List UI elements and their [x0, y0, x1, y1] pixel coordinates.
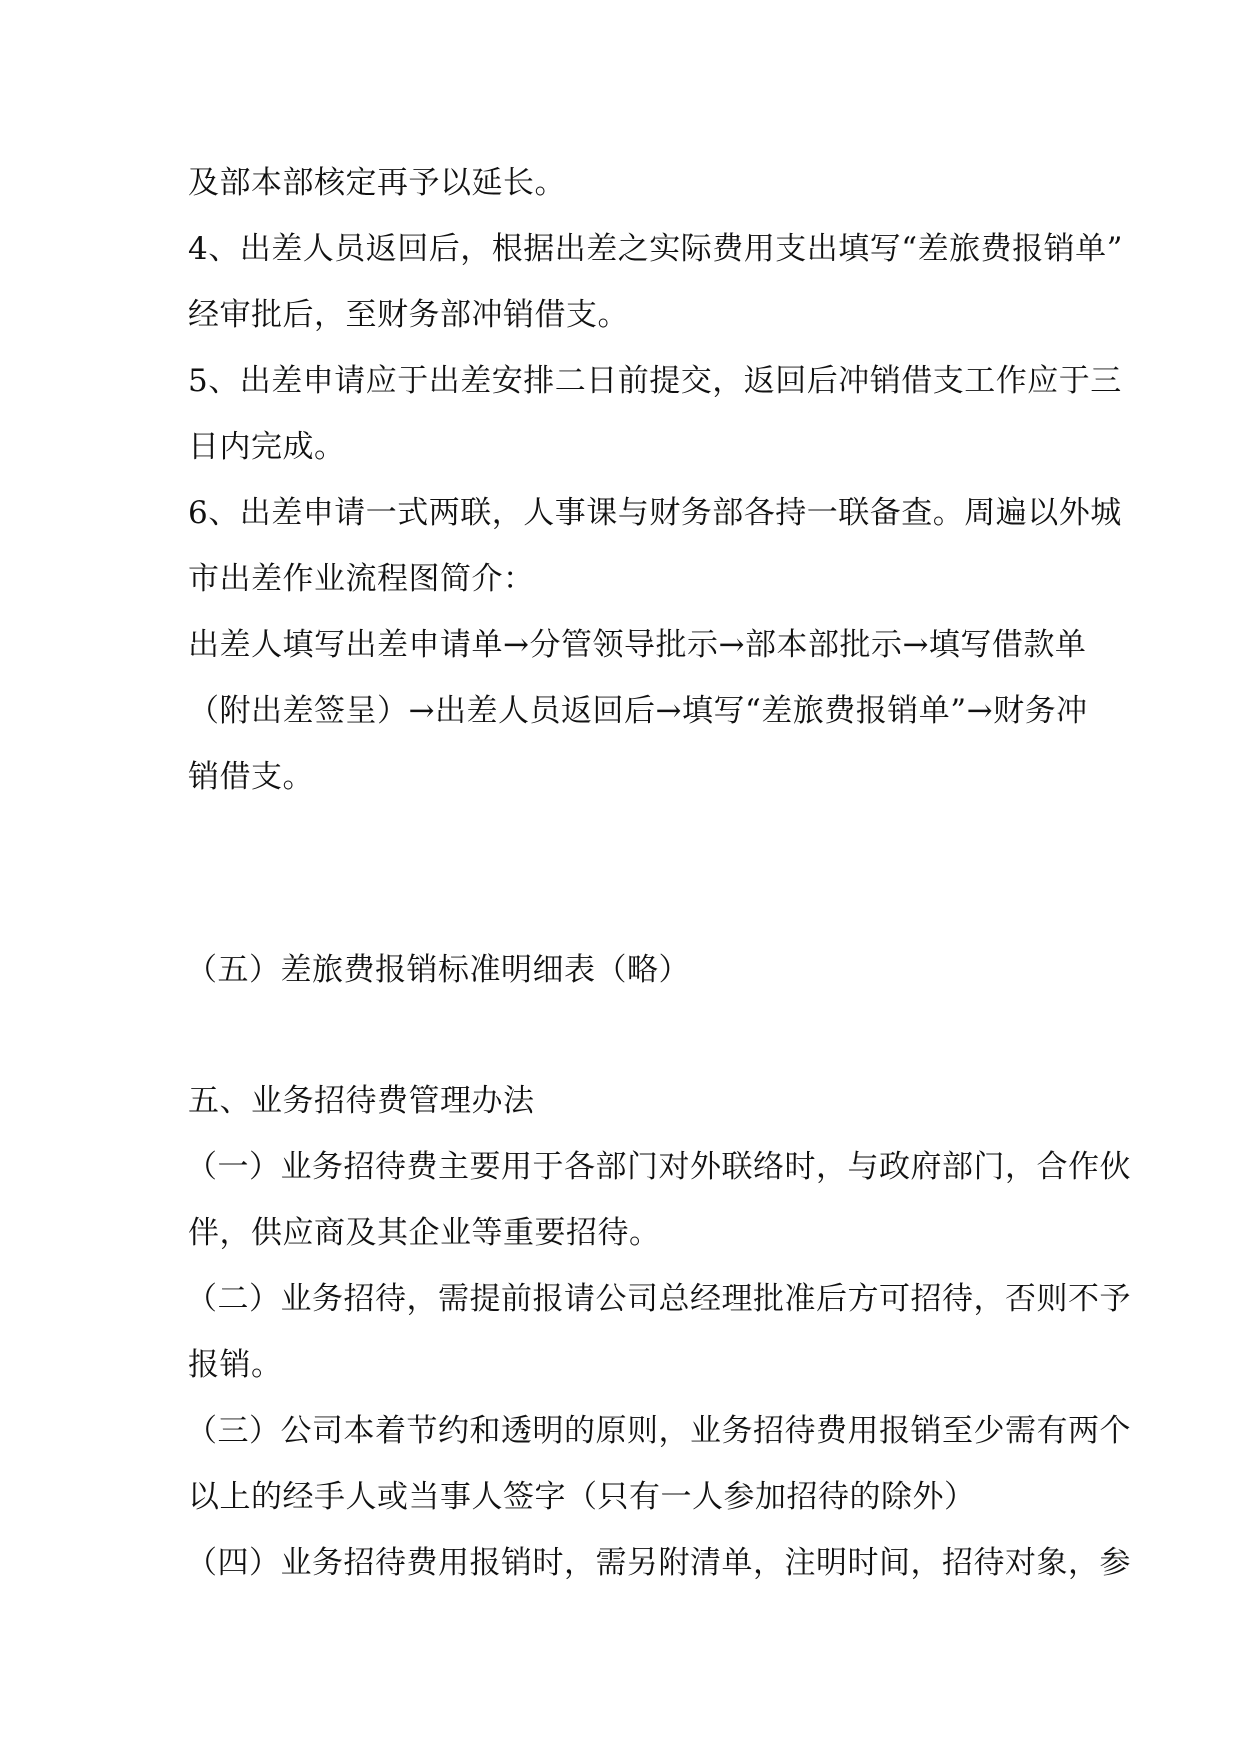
text-line-5: 日内完成。 — [188, 429, 346, 465]
text-line-13: （一）业务招待费主要用于各部门对外联络时，与政府部门，合作伙 — [186, 1149, 1131, 1185]
text-line-8: 出差人填写出差申请单→分管领导批示→部本部批示→填写借款单 — [188, 627, 1087, 663]
text-line-10: 销借支。 — [188, 759, 314, 795]
text-line-3: 经审批后，至财务部冲销借支。 — [188, 297, 629, 333]
text-line-9: （附出差签呈）→出差人员返回后→填写“差旅费报销单”→财务冲 — [188, 693, 1088, 729]
text-line-19: （四）业务招待费用报销时，需另附清单，注明时间，招待对象，参 — [186, 1545, 1131, 1581]
text-line-4: 5、出差申请应于出差安排二日前提交，返回后冲销借支工作应于三 — [188, 363, 1122, 399]
text-line-2: 4、出差人员返回后，根据出差之实际费用支出填写“差旅费报销单” — [188, 231, 1123, 267]
text-line-16: 报销。 — [188, 1347, 283, 1383]
section-heading-five-detail: （五）差旅费报销标准明细表（略） — [186, 952, 690, 988]
text-line-7: 市出差作业流程图简介： — [188, 561, 535, 597]
text-line-1: 及部本部核定再予以延长。 — [188, 165, 566, 201]
text-line-17: （三）公司本着节约和透明的原则，业务招待费用报销至少需有两个 — [186, 1413, 1131, 1449]
text-line-6: 6、出差申请一式两联，人事课与财务部各持一联备查。周遍以外城 — [188, 495, 1122, 531]
text-line-15: （二）业务招待，需提前报请公司总经理批准后方可招待，否则不予 — [186, 1281, 1131, 1317]
text-line-18: 以上的经手人或当事人签字（只有一人参加招待的除外） — [188, 1479, 976, 1515]
section-heading-five: 五、业务招待费管理办法 — [188, 1083, 535, 1119]
text-line-14: 伴，供应商及其企业等重要招待。 — [188, 1215, 661, 1251]
